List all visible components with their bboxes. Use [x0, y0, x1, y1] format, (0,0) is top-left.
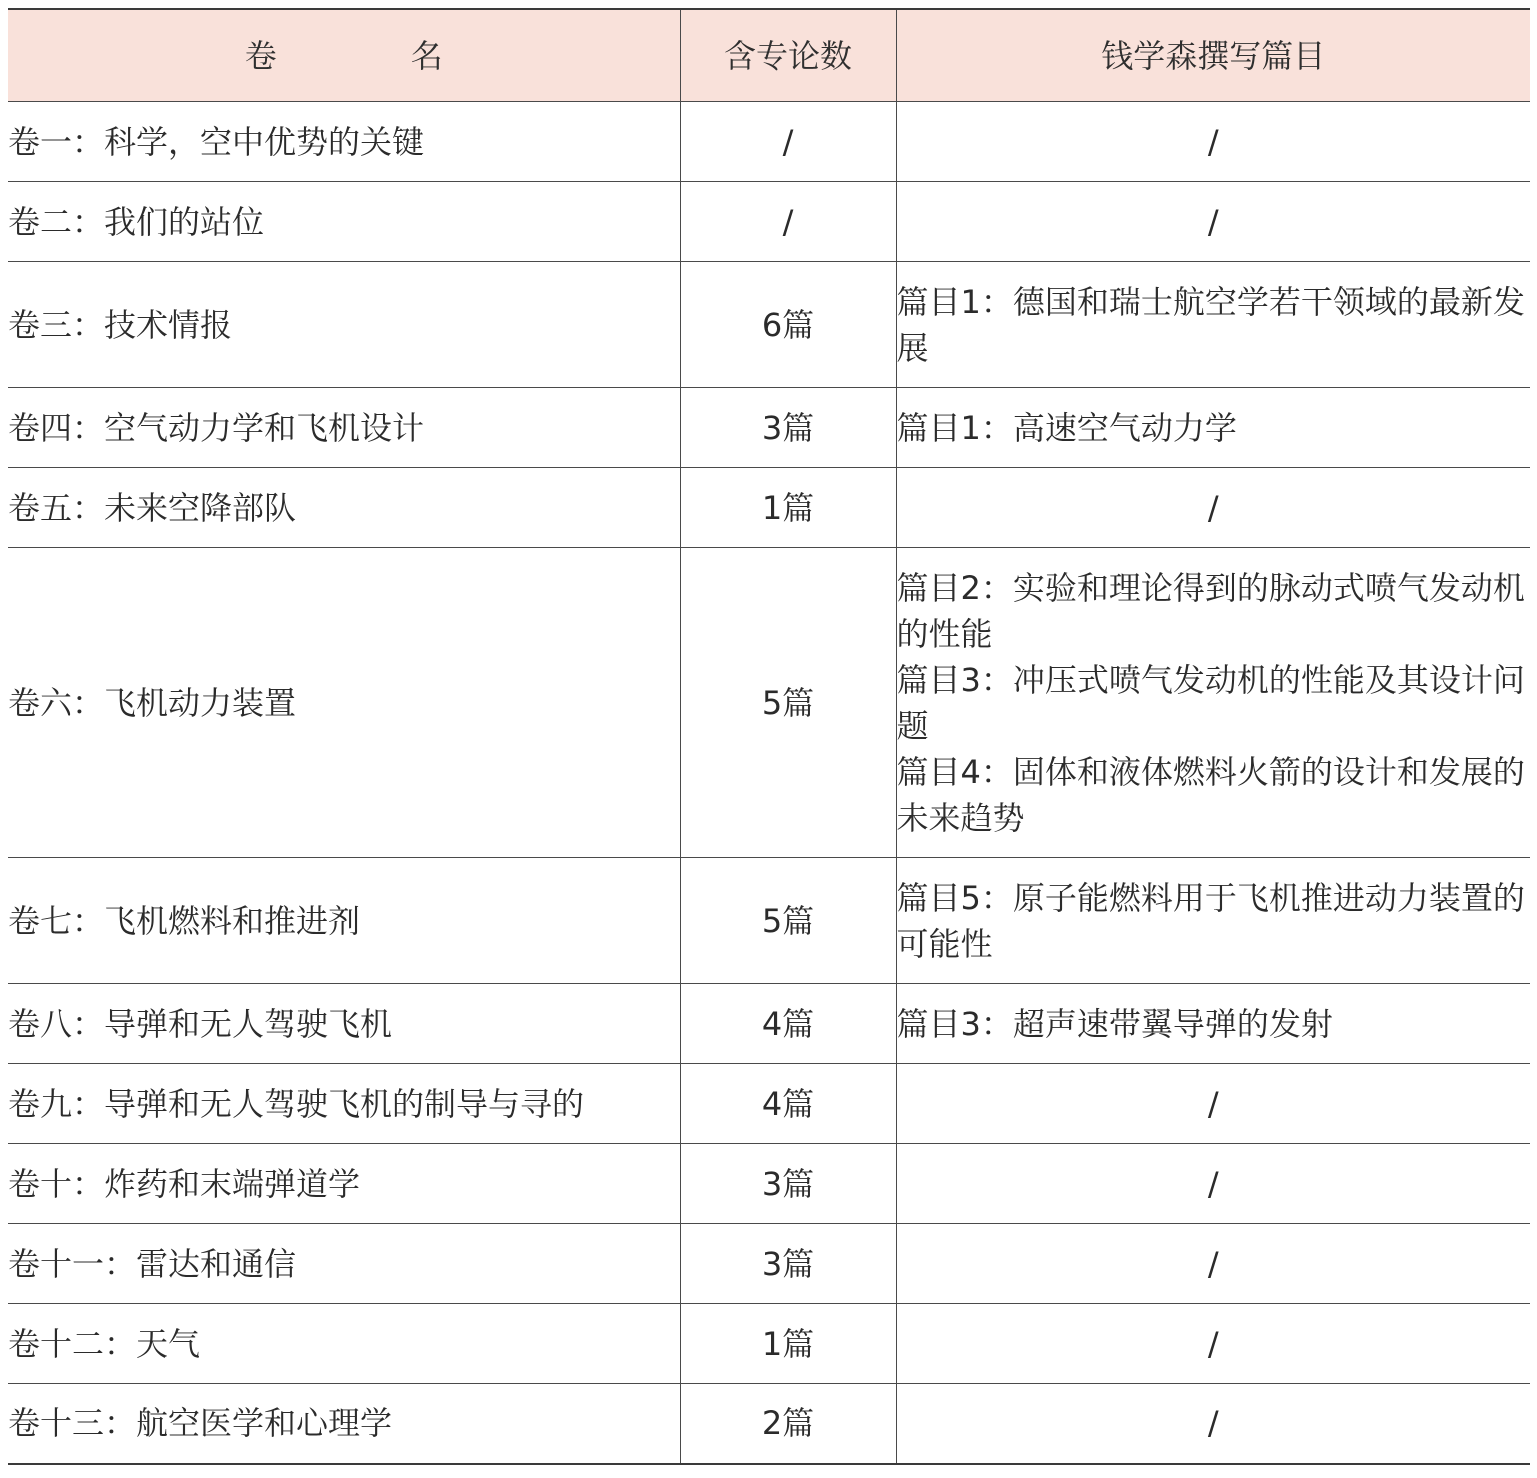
work-entry: 篇目2：实验和理论得到的脉动式喷气发动机的性能 — [896, 568, 1525, 653]
qian-works-cell — [896, 548, 1530, 858]
table-row — [8, 102, 1530, 182]
table-row — [8, 262, 1530, 388]
work-entry: 篇目1：高速空气动力学 — [896, 408, 1237, 447]
table-body — [8, 102, 1530, 1464]
header-volume-name — [8, 9, 680, 102]
paper-count-cell: 5篇 — [680, 858, 896, 984]
volume-name-cell: 卷七：飞机燃料和推进剂 — [8, 858, 680, 984]
work-entry: / — [1207, 1404, 1219, 1443]
paper-count-cell: 5篇 — [680, 548, 896, 858]
table-row — [8, 1144, 1530, 1224]
qian-works-cell — [896, 1224, 1530, 1304]
table-row — [8, 548, 1530, 858]
paper-count-cell: 1篇 — [680, 1304, 896, 1384]
paper-count-cell: / — [680, 102, 896, 182]
header-volume-name-part1: 卷 — [244, 36, 277, 75]
volume-name-cell: 卷十二：天气 — [8, 1304, 680, 1384]
work-entry: 篇目3：超声速带翼导弹的发射 — [896, 1004, 1333, 1043]
work-entry: / — [1207, 488, 1219, 527]
paper-count-cell: 2篇 — [680, 1384, 896, 1464]
volume-name-cell: 卷二：我们的站位 — [8, 182, 680, 262]
volume-name-cell: 卷三：技术情报 — [8, 262, 680, 388]
qian-works-cell — [896, 1304, 1530, 1384]
work-entry: 篇目4：固体和液体燃料火箭的设计和发展的未来趋势 — [896, 752, 1525, 837]
volumes-table — [8, 8, 1530, 1465]
qian-works-cell — [896, 262, 1530, 388]
qian-works-cell — [896, 858, 1530, 984]
volume-name-cell: 卷四：空气动力学和飞机设计 — [8, 388, 680, 468]
work-entry: 篇目3：冲压式喷气发动机的性能及其设计问题 — [896, 660, 1525, 745]
work-entry: / — [1207, 202, 1219, 241]
volume-name-cell: 卷九：导弹和无人驾驶飞机的制导与寻的 — [8, 1064, 680, 1144]
work-entry: / — [1207, 1164, 1219, 1203]
header-volume-name-part2: 名 — [410, 36, 443, 75]
paper-count-cell: 3篇 — [680, 1224, 896, 1304]
table-row — [8, 388, 1530, 468]
qian-works-cell — [896, 1144, 1530, 1224]
table-header-row — [8, 9, 1530, 102]
paper-count-cell: 6篇 — [680, 262, 896, 388]
volume-name-cell: 卷一：科学，空中优势的关键 — [8, 102, 680, 182]
qian-works-cell — [896, 1384, 1530, 1464]
volume-name-cell: 卷十三：航空医学和心理学 — [8, 1384, 680, 1464]
table-row — [8, 1304, 1530, 1384]
table-row — [8, 1064, 1530, 1144]
work-entry: 篇目1：德国和瑞士航空学若干领域的最新发展 — [896, 282, 1525, 367]
volume-name-cell: 卷五：未来空降部队 — [8, 468, 680, 548]
work-entry: / — [1207, 1324, 1219, 1363]
paper-count-cell: 4篇 — [680, 984, 896, 1064]
qian-works-cell — [896, 984, 1530, 1064]
qian-works-cell — [896, 1064, 1530, 1144]
table-row — [8, 468, 1530, 548]
work-entry: 篇目5：原子能燃料用于飞机推进动力装置的可能性 — [896, 878, 1525, 963]
volume-name-cell: 卷六：飞机动力装置 — [8, 548, 680, 858]
qian-works-cell — [896, 388, 1530, 468]
volume-name-cell: 卷十一：雷达和通信 — [8, 1224, 680, 1304]
table-row — [8, 182, 1530, 262]
paper-count-cell: 4篇 — [680, 1064, 896, 1144]
paper-count-cell: / — [680, 182, 896, 262]
qian-works-cell — [896, 468, 1530, 548]
table-row — [8, 858, 1530, 984]
work-entry: / — [1207, 1084, 1219, 1123]
work-entry: / — [1207, 122, 1219, 161]
table-row — [8, 1384, 1530, 1464]
paper-count-cell: 1篇 — [680, 468, 896, 548]
table-row — [8, 1224, 1530, 1304]
paper-count-cell: 3篇 — [680, 1144, 896, 1224]
work-entry: / — [1207, 1244, 1219, 1283]
header-paper-count: 含专论数 — [680, 9, 896, 102]
qian-works-cell — [896, 182, 1530, 262]
header-qian-works: 钱学森撰写篇目 — [896, 9, 1530, 102]
paper-count-cell: 3篇 — [680, 388, 896, 468]
volume-name-cell: 卷十：炸药和末端弹道学 — [8, 1144, 680, 1224]
volume-name-cell: 卷八：导弹和无人驾驶飞机 — [8, 984, 680, 1064]
qian-works-cell — [896, 102, 1530, 182]
table-row — [8, 984, 1530, 1064]
